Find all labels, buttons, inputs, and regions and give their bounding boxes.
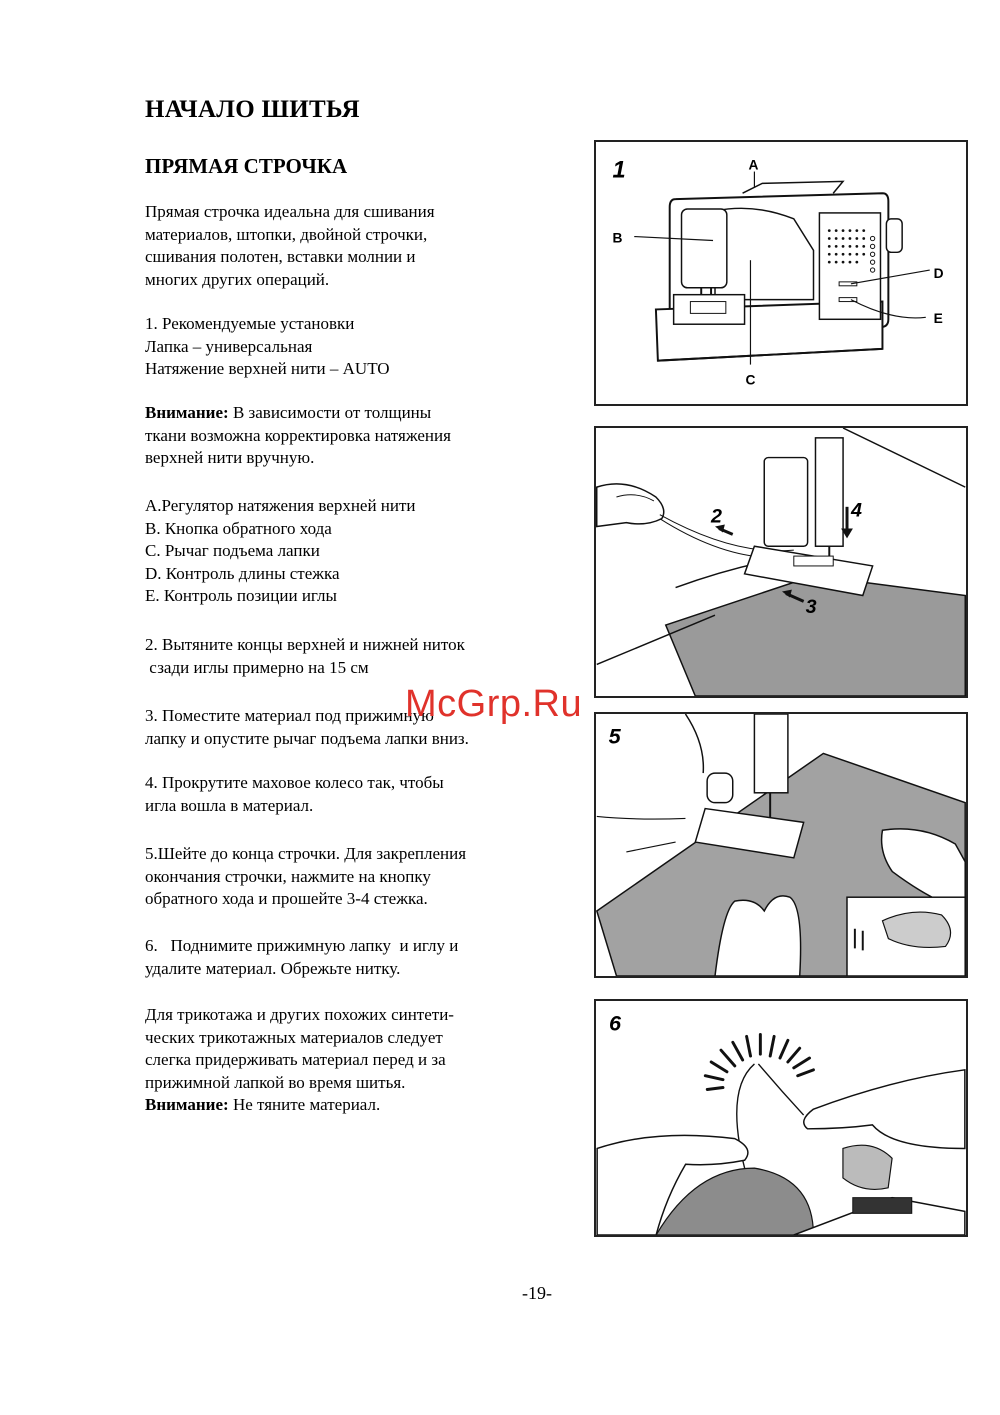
knit-line: прижимной лапкой во время шитья. xyxy=(145,1072,406,1092)
attention-text: Не тяните материал. xyxy=(228,1095,381,1114)
intro-line: сшивания полотен, вставки молнии и xyxy=(145,247,416,266)
watermark: McGrp.Ru xyxy=(405,683,583,725)
intro-line: Прямая строчка идеальна для сшивания xyxy=(145,202,435,221)
step-line: 6. Поднимите прижимную лапку и иглу и xyxy=(145,936,459,955)
presser-foot-illustration xyxy=(596,428,966,696)
legend-item-e: E. Контроль позиции иглы xyxy=(145,586,337,605)
knit-line: ческих трикотажных материалов следует xyxy=(145,1027,443,1047)
figure-2-presser-foot xyxy=(594,426,968,698)
attention-line: верхней нити вручную. xyxy=(145,448,315,467)
knit-paragraph xyxy=(145,1004,565,1117)
knit-line: слегка придерживать материал перед и за xyxy=(145,1050,446,1069)
step-line: удалите материал. Обрежьте нитку. xyxy=(145,958,401,978)
sewing-machine-illustration xyxy=(596,142,966,404)
step5-paragraph xyxy=(145,843,565,911)
step2-paragraph xyxy=(145,634,565,679)
intro-paragraph xyxy=(145,201,565,291)
step-line: 2. Вытяните концы верхней и нижней ниток xyxy=(145,635,465,654)
step6-paragraph xyxy=(145,935,565,980)
figure-6-thread xyxy=(594,999,968,1237)
step4-paragraph xyxy=(145,772,565,817)
step-line: лапку и опустите рычаг подъема лапки вниз. xyxy=(145,728,469,748)
label-a: A xyxy=(748,157,759,173)
attention-label: Внимание: xyxy=(145,1095,229,1114)
arrow-label-4: 4 xyxy=(850,499,862,522)
figure-number: 5 xyxy=(608,723,621,749)
legend-list xyxy=(145,495,565,608)
legend-item-b: B. Кнопка обратного хода xyxy=(145,518,332,538)
sewing-illustration xyxy=(596,714,966,976)
step-line: сзади иглы примерно на 15 см xyxy=(145,657,369,677)
page-title: НАЧАЛО ШИТЬЯ xyxy=(145,96,360,123)
step-line: обратного хода и прошейте 3-4 стежка. xyxy=(145,889,428,908)
intro-line: материалов, штопки, двойной строчки, xyxy=(145,224,428,244)
page-number: -19- xyxy=(522,1283,552,1303)
attention-line xyxy=(145,402,565,425)
arrow-label-2: 2 xyxy=(711,505,722,528)
settings-line: Натяжение верхней нити – AUTO xyxy=(145,359,390,378)
legend-item-d: D. Контроль длины стежка xyxy=(145,563,340,583)
settings-paragraph xyxy=(145,313,565,381)
knit-line: Для трикотажа и других похожих синтети- xyxy=(145,1005,454,1024)
step-line: 3. Поместите материал под прижимную xyxy=(145,706,434,725)
attention-paragraph xyxy=(145,402,565,470)
step-line: окончания строчки, нажмите на кнопку xyxy=(145,866,431,886)
legend-item-c: C. Рычаг подъема лапки xyxy=(145,541,320,560)
attention-line xyxy=(145,1094,565,1117)
label-b: B xyxy=(612,230,623,246)
figure-5-sewing xyxy=(594,712,968,978)
thread-illustration xyxy=(596,1001,966,1235)
step-line: игла вошла в материал. xyxy=(145,795,314,815)
intro-line: многих других операций. xyxy=(145,269,330,289)
label-c: C xyxy=(745,372,756,388)
settings-line: 1. Рекомендуемые установки xyxy=(145,314,355,333)
settings-line: Лапка – универсальная xyxy=(145,336,313,356)
figure-number: 6 xyxy=(608,1010,621,1036)
attention-line: ткани возможна корректировка натяжения xyxy=(145,425,451,445)
figure-1-sewing-machine xyxy=(594,140,968,406)
figure-number: 1 xyxy=(612,157,626,184)
step-line: 4. Прокрутите маховое колесо так, чтобы xyxy=(145,773,444,792)
attention-text: В зависимости от толщины xyxy=(228,403,432,422)
legend-item-a: A.Регулятор натяжения верхней нити xyxy=(145,496,416,515)
label-e: E xyxy=(933,311,943,327)
arrow-label-3: 3 xyxy=(805,596,817,619)
label-d: D xyxy=(933,265,944,281)
step-line: 5.Шейте до конца строчки. Для закрепления xyxy=(145,844,467,863)
attention-label: Внимание: xyxy=(145,403,229,422)
section-subtitle: ПРЯМАЯ СТРОЧКА xyxy=(145,154,348,178)
